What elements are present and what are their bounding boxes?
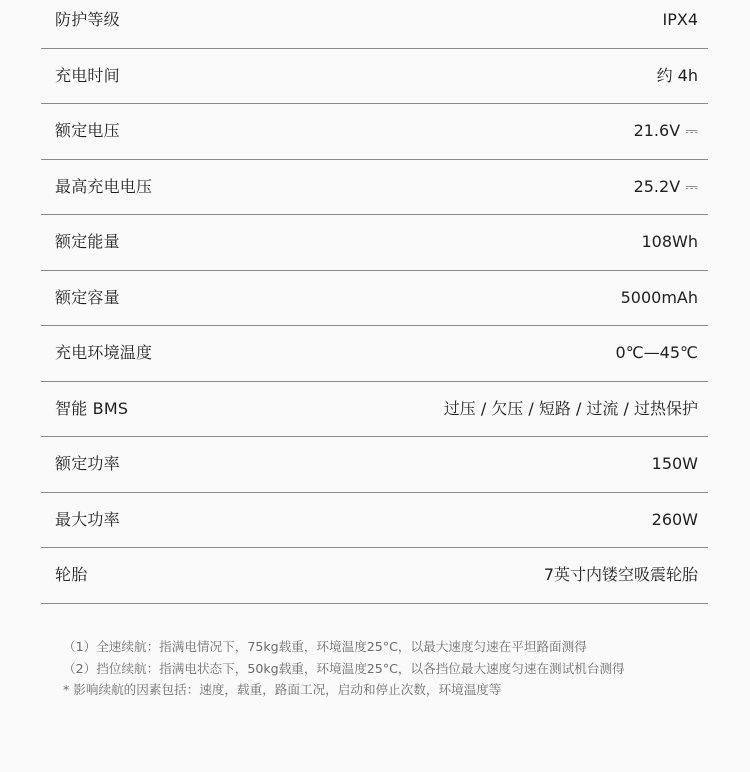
spec-row-rated-capacity [41, 271, 708, 327]
spec-row-max-power [41, 493, 708, 549]
spec-value: IPX4 [662, 10, 698, 29]
spec-value: 约 4h [656, 65, 698, 85]
spec-row-protection-rating [41, 0, 708, 49]
spec-row-rated-energy [41, 215, 708, 271]
footnotes [63, 636, 723, 701]
spec-table [41, 0, 708, 604]
spec-label: 额定功率 [55, 454, 120, 474]
spec-label: 最高充电电压 [55, 176, 153, 196]
spec-value: 过压 / 欠压 / 短路 / 过流 / 过热保护 [443, 398, 698, 418]
spec-value: 25.2V ⎓ [633, 176, 698, 196]
spec-row-smart-bms [41, 382, 708, 438]
spec-label: 防护等级 [55, 10, 120, 29]
spec-value: 21.6V ⎓ [633, 121, 698, 141]
spec-label: 轮胎 [55, 565, 88, 585]
spec-label: 充电时间 [55, 65, 120, 85]
spec-label: 额定容量 [55, 287, 120, 307]
footnote-range-factors: * 影响续航的因素包括：速度，载重，路面工况，启动和停止次数，环境温度等 [63, 682, 502, 697]
footnote-full-speed-range: （1）全速续航：指满电情况下，75kg载重，环境温度25°C，以最大速度匀速在平坦路面测得 [63, 639, 587, 654]
spec-row-tire [41, 548, 708, 604]
spec-value: 108Wh [641, 232, 698, 252]
footnote-gear-range: （2）挡位续航：指满电状态下，50kg载重，环境温度25°C，以各挡位最大速度匀速在测试机台测得 [63, 660, 625, 676]
spec-value: 0℃—45℃ [615, 343, 698, 363]
spec-value: 5000mAh [620, 287, 698, 307]
spec-label: 额定能量 [55, 232, 120, 252]
spec-row-charge-time [41, 49, 708, 105]
spec-row-rated-power [41, 437, 708, 493]
spec-row-charge-temperature [41, 326, 708, 382]
spec-row-max-charge-voltage [41, 160, 708, 216]
spec-label: 智能 BMS [55, 398, 129, 418]
spec-value: 7英寸内镂空吸震轮胎 [543, 565, 698, 585]
spec-value: 260W [651, 509, 698, 529]
spec-row-rated-voltage [41, 104, 708, 160]
spec-value: 150W [651, 454, 698, 474]
spec-label: 额定电压 [55, 121, 120, 141]
spec-label: 最大功率 [55, 509, 120, 529]
spec-label: 充电环境温度 [55, 343, 153, 363]
